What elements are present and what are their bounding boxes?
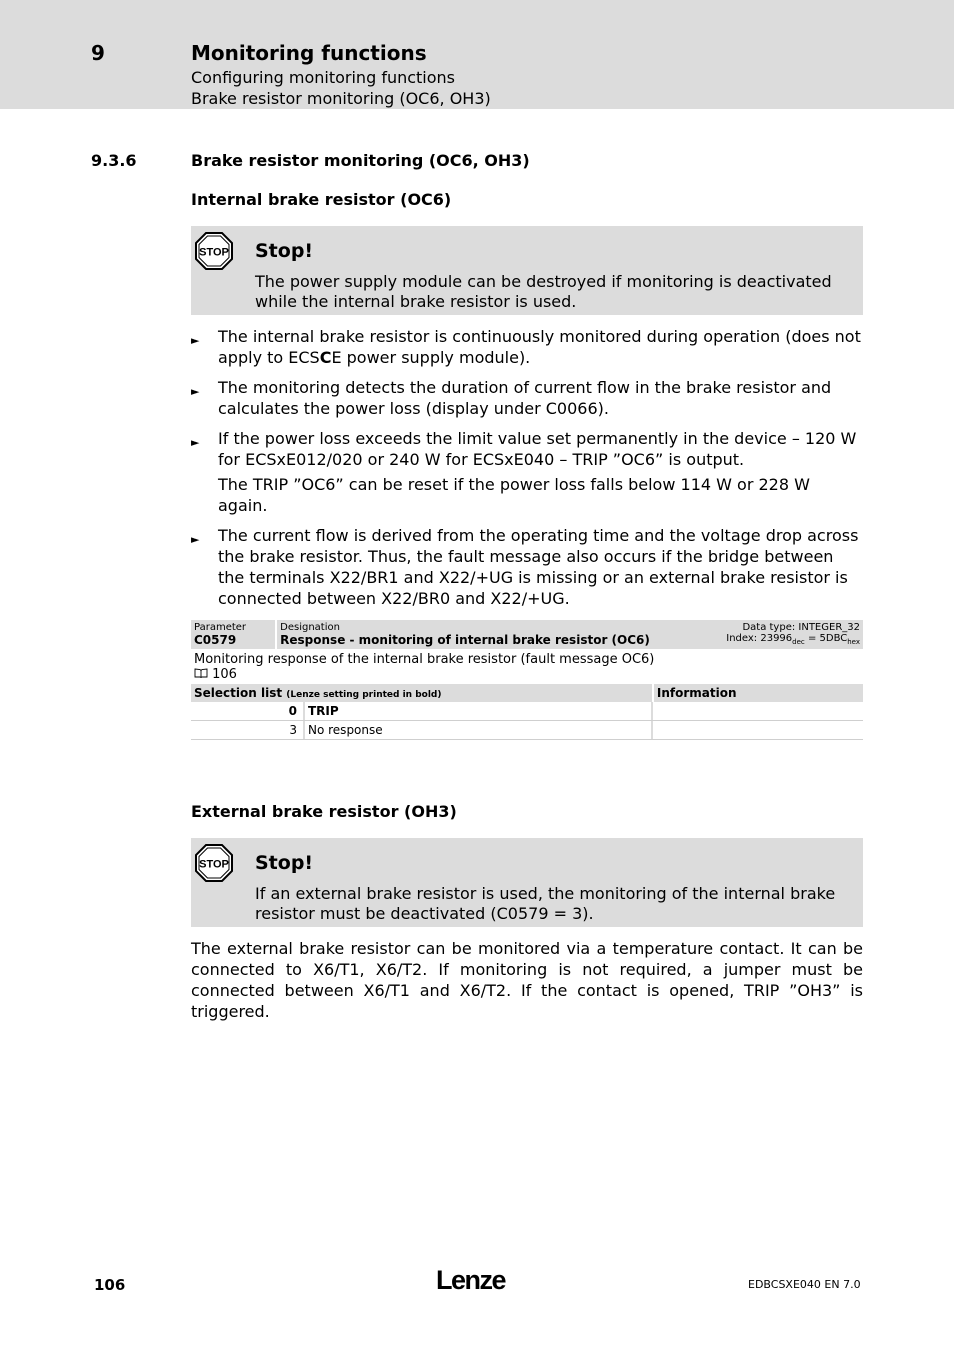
stop-warning-external	[191, 838, 863, 927]
list-item: ► The current flow is derived from the operating time and the voltage drop across the brake resistor. Thus, the fault message also occurs if the bridge between the terminals X22/BR1 and X22/+UG is missing or an external brake resistor is connected between X22/BR0 and X22/+UG.	[191, 526, 859, 608]
section-title: Brake resistor monitoring (OC6, OH3)	[191, 151, 530, 170]
information-label: Information	[653, 684, 863, 702]
triangle-bullet-icon: ►	[191, 385, 200, 398]
svg-text:Lenze: Lenze	[436, 1265, 506, 1295]
document-id: EDBCSXE040 EN 7.0	[748, 1278, 861, 1291]
stop-text: The power supply module can be destroyed if monitoring is deactivated while the internal brake resistor is used.	[255, 272, 832, 311]
parameter-code: C0579	[194, 633, 237, 647]
row-text: No response	[305, 721, 653, 739]
data-type: Data type: INTEGER_32	[742, 622, 860, 633]
book-icon	[194, 668, 208, 678]
svg-text:STOP: STOP	[199, 246, 229, 259]
breadcrumb-2: Brake resistor monitoring (OC6, OH3)	[191, 89, 491, 108]
chapter-title: Monitoring functions	[191, 41, 427, 65]
triangle-bullet-icon: ►	[191, 334, 200, 347]
parameter-header-row	[191, 620, 863, 649]
stop-title: Stop!	[255, 852, 314, 874]
stop-title: Stop!	[255, 240, 314, 262]
page-reference-link[interactable]: 106	[212, 667, 237, 682]
page-reference	[194, 667, 860, 682]
external-heading: External brake resistor (OH3)	[191, 802, 457, 821]
parameter-table	[191, 620, 863, 740]
selection-list-label: Selection list	[194, 686, 283, 700]
bullet-list	[191, 326, 863, 618]
lenze-logo	[435, 1262, 517, 1296]
stop-sign-icon	[195, 844, 233, 882]
designation-label: Designation	[280, 622, 340, 633]
chapter-number: 9	[91, 41, 105, 65]
table-row	[191, 721, 863, 740]
stop-sign-icon	[195, 232, 233, 270]
triangle-bullet-icon: ►	[191, 533, 200, 546]
designation: Response - monitoring of internal brake resistor (OC6)	[280, 633, 650, 647]
index-value: Index: $23996_{dec} = 5DBC_{hex}$	[726, 633, 860, 646]
selection-note: (Lenze setting printed in bold)	[286, 690, 442, 700]
triangle-bullet-icon: ►	[191, 436, 200, 449]
external-paragraph: The external brake resistor can be monitored via a temperature contact. It can be connected to X6/T1, X6/T2. If monitoring is not required, a jumper must be connected between X6/T1 and X6/T2. If the contact is opened, TRIP ”OH3” is triggered.	[191, 939, 863, 1021]
stop-text: If an external brake resistor is used, the monitoring of the internal brake resistor must be deactivated (C0579 = 3).	[255, 884, 836, 923]
section-number: 9.3.6	[91, 151, 137, 170]
breadcrumb-1: Configuring monitoring functions	[191, 68, 456, 87]
stop-warning-internal	[191, 226, 863, 315]
selection-header-row	[191, 684, 863, 702]
list-item: ► The monitoring detects the duration of current flow in the brake resistor and calculates the power loss (display under C0066).	[191, 378, 832, 418]
description-row	[191, 649, 863, 684]
internal-heading: Internal brake resistor (OC6)	[191, 190, 452, 209]
table-row	[191, 702, 863, 721]
parameter-description: Monitoring response of the internal brake resistor (fault message OC6)	[194, 652, 655, 667]
list-item: ► If the power loss exceeds the limit value set permanently in the device – 120 W for ECSxE012/020 or 240 W for ECSxE040 – TRIP ”OC6” is output. The TRIP ”OC6” can be reset if the power loss falls below 114 W or 228 W again.	[191, 429, 857, 515]
page-number: 106	[94, 1276, 126, 1294]
row-value: 3	[191, 721, 305, 739]
parameter-label: Parameter	[194, 622, 247, 633]
row-value: 0	[191, 702, 305, 720]
svg-text:STOP: STOP	[199, 858, 229, 871]
row-text: TRIP	[305, 702, 653, 720]
list-item: ► The internal brake resistor is continuously monitored during operation (does not apply to ECSCE power supply module).	[191, 327, 861, 367]
